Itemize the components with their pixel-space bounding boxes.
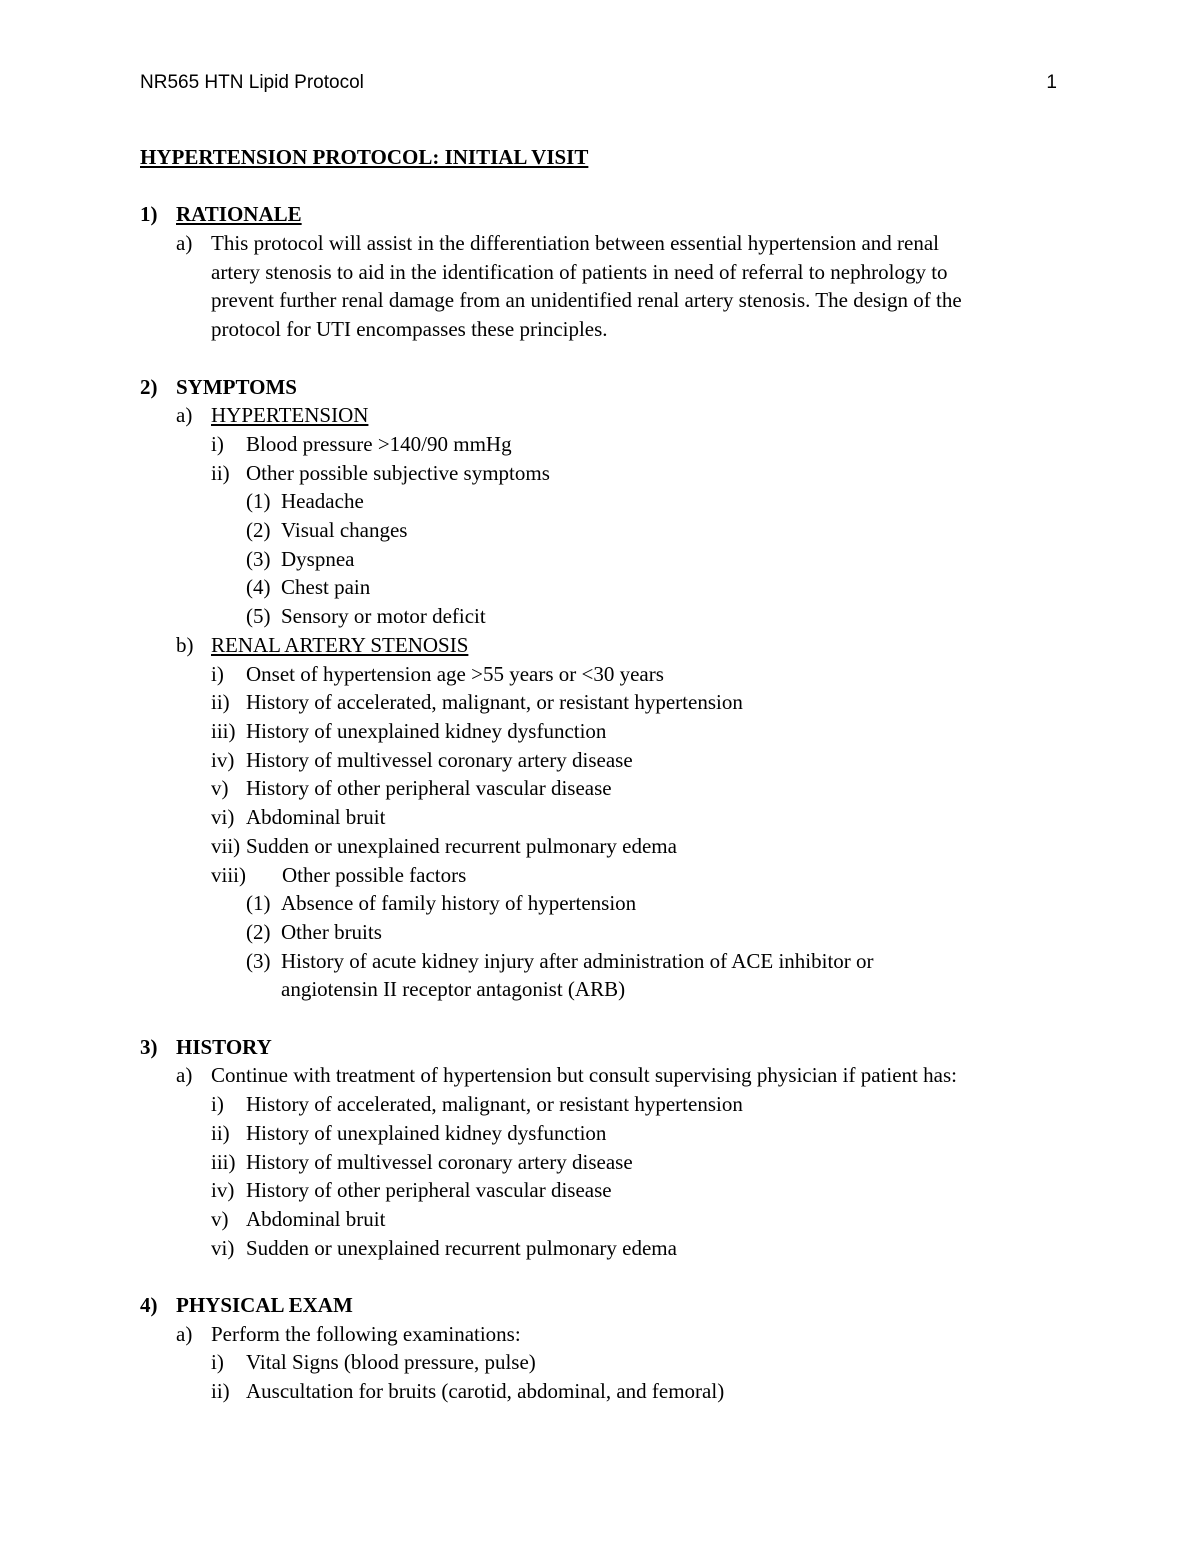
list-item — [140, 573, 1080, 602]
section-rationale-heading — [140, 200, 1080, 229]
list-marker: iv) — [211, 747, 235, 772]
page-number: 1 — [1046, 72, 1057, 93]
section-history-heading — [140, 1033, 1080, 1062]
rationale-item-a — [140, 229, 1080, 344]
list-marker: vi) — [211, 805, 235, 830]
list-marker: i) — [211, 1092, 224, 1117]
list-item-text: History of other peripheral vascular disease — [246, 1178, 612, 1203]
list-marker: a) — [176, 1063, 193, 1088]
list-marker: i) — [211, 1350, 224, 1375]
list-marker: a) — [176, 403, 193, 428]
list-item-text: Sensory or motor deficit — [281, 604, 486, 629]
list-item — [140, 1119, 1080, 1148]
list-item-text: Vital Signs (blood pressure, pulse) — [246, 1350, 536, 1375]
list-item-text: Sudden or unexplained recurrent pulmonary edema — [246, 833, 677, 858]
list-marker: ii) — [211, 690, 230, 715]
list-item — [140, 688, 1080, 717]
list-item-text: Other possible subjective symptoms — [246, 460, 550, 485]
list-item — [140, 1348, 1080, 1377]
list-item — [140, 660, 1080, 689]
rationale-text — [211, 229, 962, 344]
physical-exam-item-a — [140, 1320, 1080, 1349]
list-item — [140, 803, 1080, 832]
list-marker: (1) — [246, 891, 271, 916]
list-item — [140, 1377, 1080, 1406]
list-marker: i) — [211, 661, 224, 686]
list-item-text: Chest pain — [281, 575, 371, 600]
list-item-text: History of unexplained kidney dysfunction — [246, 718, 607, 743]
list-item — [140, 1205, 1080, 1234]
list-item-text: History of accelerated, malignant, or resistant hypertension — [246, 1092, 743, 1117]
list-marker: ii) — [211, 1120, 230, 1145]
section-title: PHYSICAL EXAM — [176, 1293, 353, 1317]
subheading-label: RENAL ARTERY STENOSIS — [211, 632, 469, 657]
list-item — [140, 1090, 1080, 1119]
section-number: 1) — [140, 202, 158, 227]
list-item-text: Dyspnea — [281, 546, 355, 571]
section-title: SYMPTOMS — [176, 374, 297, 399]
list-item — [140, 602, 1080, 631]
list-marker: iv) — [211, 1178, 235, 1203]
subheading-renal-artery-stenosis — [140, 631, 1080, 660]
list-item — [140, 1148, 1080, 1177]
list-item-text: Blood pressure >140/90 mmHg — [246, 431, 512, 456]
text-line: angiotensin II receptor antagonist (ARB) — [281, 977, 626, 1002]
list-item-text — [281, 947, 874, 1004]
list-item — [140, 1234, 1080, 1263]
section-physical-exam-heading — [140, 1291, 1080, 1320]
list-marker: i) — [211, 431, 224, 456]
list-item-text: History of multivessel coronary artery disease — [246, 1149, 633, 1174]
list-item — [140, 459, 1080, 488]
list-marker: b) — [176, 632, 194, 657]
list-marker: (2) — [246, 919, 271, 944]
list-item-text: Abdominal bruit — [246, 1206, 386, 1231]
running-title: NR565 HTN Lipid Protocol — [140, 72, 364, 93]
list-marker: (1) — [246, 489, 271, 514]
section-title: RATIONALE — [176, 202, 302, 227]
text-line: prevent further renal damage from an unidentified renal artery stenosis. The design of the — [211, 288, 962, 313]
list-marker: vii) — [211, 833, 241, 858]
list-item-text: Auscultation for bruits (carotid, abdominal, and femoral) — [246, 1379, 725, 1404]
list-item — [140, 545, 1080, 574]
text-line: artery stenosis to aid in the identification of patients in need of referral to nephrology to — [211, 259, 948, 284]
section-number: 3) — [140, 1034, 158, 1059]
running-head — [140, 72, 1057, 94]
list-marker: vi) — [211, 1235, 235, 1260]
subheading-label: HYPERTENSION — [211, 403, 369, 428]
list-item — [140, 774, 1080, 803]
list-item-text: Visual changes — [281, 518, 408, 543]
list-marker: (3) — [246, 546, 271, 571]
history-item-a — [140, 1061, 1080, 1090]
list-item-text: Sudden or unexplained recurrent pulmonary edema — [246, 1235, 677, 1260]
section-number: 4) — [140, 1293, 158, 1317]
list-marker: viii) — [211, 862, 246, 887]
document-title: HYPERTENSION PROTOCOL: INITIAL VISIT — [140, 145, 589, 169]
list-marker: a) — [176, 1321, 193, 1346]
list-item — [140, 516, 1080, 545]
list-item — [140, 832, 1080, 861]
list-item — [140, 430, 1080, 459]
list-marker: iii) — [211, 718, 236, 743]
list-item-text: Other bruits — [281, 919, 382, 944]
list-item-text: History of multivessel coronary artery disease — [246, 747, 633, 772]
list-marker: v) — [211, 1206, 229, 1231]
list-item — [140, 1176, 1080, 1205]
list-item-text: Abdominal bruit — [246, 805, 386, 830]
list-item — [140, 918, 1080, 947]
list-item-text: Perform the following examinations: — [211, 1321, 521, 1346]
list-item-text: History of unexplained kidney dysfunction — [246, 1120, 607, 1145]
list-marker: a) — [176, 231, 193, 256]
text-line: History of acute kidney injury after administration of ACE inhibitor or — [281, 948, 874, 973]
list-item — [140, 717, 1080, 746]
list-item-text: Continue with treatment of hypertension but consult supervising physician if patient has: — [211, 1063, 957, 1088]
list-item — [140, 746, 1080, 775]
list-item-text: Other possible factors — [282, 862, 467, 887]
list-item-text: History of accelerated, malignant, or resistant hypertension — [246, 690, 743, 715]
list-marker: ii) — [211, 460, 230, 485]
text-line: This protocol will assist in the differentiation between essential hypertension and renal — [211, 231, 940, 256]
list-marker: ii) — [211, 1379, 230, 1404]
list-marker: v) — [211, 776, 229, 801]
list-item — [140, 889, 1080, 918]
list-marker: (5) — [246, 604, 271, 629]
list-marker: iii) — [211, 1149, 236, 1174]
list-item-text: Onset of hypertension age >55 years or <30 years — [246, 661, 664, 686]
list-item-text: Headache — [281, 489, 364, 514]
list-item — [140, 861, 1080, 890]
section-number: 2) — [140, 374, 158, 399]
section-title: HISTORY — [176, 1034, 272, 1059]
text-line: protocol for UTI encompasses these principles. — [211, 317, 608, 342]
list-item-text: History of other peripheral vascular disease — [246, 776, 612, 801]
list-marker: (2) — [246, 518, 271, 543]
document-body — [140, 143, 1080, 1406]
section-symptoms-heading — [140, 373, 1080, 402]
subheading-hypertension — [140, 401, 1080, 430]
list-item — [140, 947, 1080, 1004]
list-marker: (3) — [246, 948, 271, 973]
list-item-text: Absence of family history of hypertension — [281, 891, 637, 916]
list-marker: (4) — [246, 575, 271, 600]
list-item — [140, 487, 1080, 516]
